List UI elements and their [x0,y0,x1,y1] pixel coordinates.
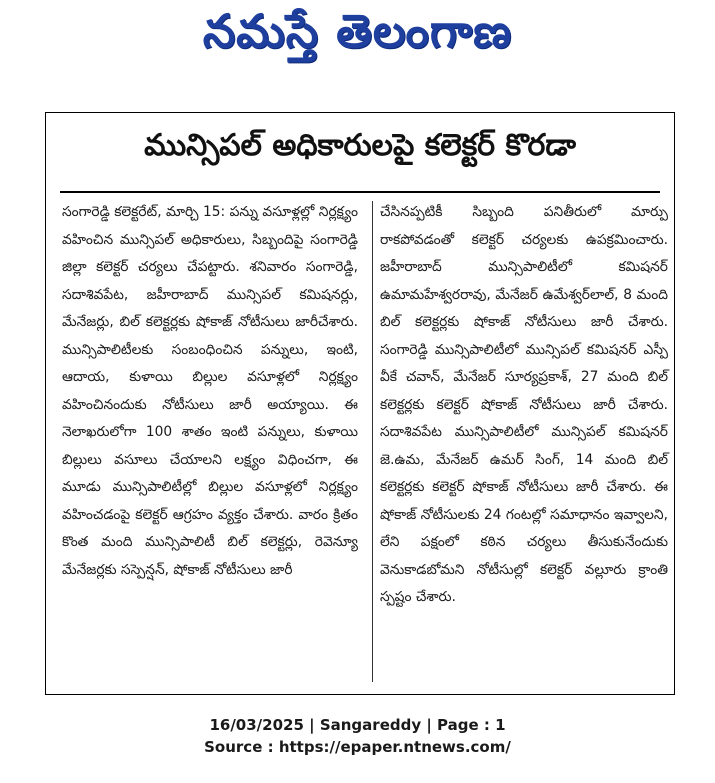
edition-info: 16/03/2025 | Sangareddy | Page : 1 [209,716,506,734]
page-footer [0,714,715,758]
article-headline: మున్సిపల్ అధికారులపై కలెక్టర్ కొరడా [144,128,576,163]
newspaper-logo: నమస్తే తెలంగాణ [202,4,513,58]
article-column-right: చేసినప్పటికీ సిబ్బంది పనితీరులో మార్పు రాకపోవడంతో కలెక్టర్ చర్యలకు ఉపక్రమించారు. జహీరాబాద్ మున్సిపాలిటీలో కమిషనర్ ఉమామహేశ్వరరావు, మేనేజర్ ఉమేశ్వర్‌లాల్, 8 మంది బిల్ కలెక్టర్లకు షోకాజ్ నోటీసులు జారీ చేశారు. సంగారెడ్డి మున్సిపాలిటీలో మున్సిపల్ కమిషనర్ ఎస్పీ వీకే చవాన్, మేనేజర్ సూర్యప్రకాశ్, 27 మంది బిల్ కలెక్టర్లకు కలెక్టర్ షోకాజ్ నోటీసులు జారీ చేశారు. సదాశివపేట మున్సిపాలిటీలో మున్సిపల్ కమిషనర్ జె.ఉమ, మేనేజర్ ఉమర్ సింగ్, 14 మంది బిల్ కలెక్టర్లకు కలెక్టర్ షోకాజ్ నోటీసులు జారీ చేశారు. ఈ షోకాజ్ నోటీసులకు 24 గంటల్లో సమాధానం ఇవ్వాలని, లేని పక్షంలో కఠిన చర్యలు తీసుకునేందుకు వెనుకాడబోమని నోటీసుల్లో కలెక్టర్ వల్లూరు క్రాంతి స్పష్టం చేశారు. [380,204,668,605]
masthead [0,0,715,74]
source-link[interactable]: Source : https://epaper.ntnews.com/ [204,738,511,756]
article-clipping [45,112,675,695]
column-divider [372,201,373,682]
article-column-left: సంగారెడ్డి కలెక్టరేట్, మార్చి 15: పన్ను వసూళ్లల్లో నిర్లక్ష్యం వహించిన మున్సిపల్ అధికారులు, సిబ్బందిపై సంగారెడ్డి జిల్లా కలెక్టర్ చర్యలు చేపట్టారు. శనివారం సంగారెడ్డి, సదాశివపేట, జహీరాబాద్ మున్సిపల్ కమిషనర్లు, మేనేజర్లు, బిల్ కలెక్టర్లకు షోకాజ్ నోటీసులు జారీచేశారు. మున్సిపాలిటీలకు సంబంధించిన పన్నులు, ఇంటి, ఆదాయ, కుళాయి బిల్లుల వసూళ్లలో నిర్లక్ష్యం వహించినందుకు నోటీసులు జారీ అయ్యాయి. ఈ నెలాఖరులోగా 100 శాతం ఇంటి పన్నులు, కుళాయి బిల్లులు వసూలు చేయాలని లక్ష్యం విధించగా, ఈ మూడు మున్సిపాలిటీల్లో బిల్లుల వసూళ్లలో నిర్లక్ష్యం వహించడంపై కలెక్టర్ ఆగ్రహం వ్యక్తం చేశారు. వారం క్రితం కొంత మంది మున్సిపాలిటీ బిల్ కలెక్టర్లు, రెవెన్యూ మేనేజర్లకు సస్పెన్షన్, షోకాజ్ నోటీసులు జారీ [62,204,358,578]
headline-divider [60,191,660,193]
